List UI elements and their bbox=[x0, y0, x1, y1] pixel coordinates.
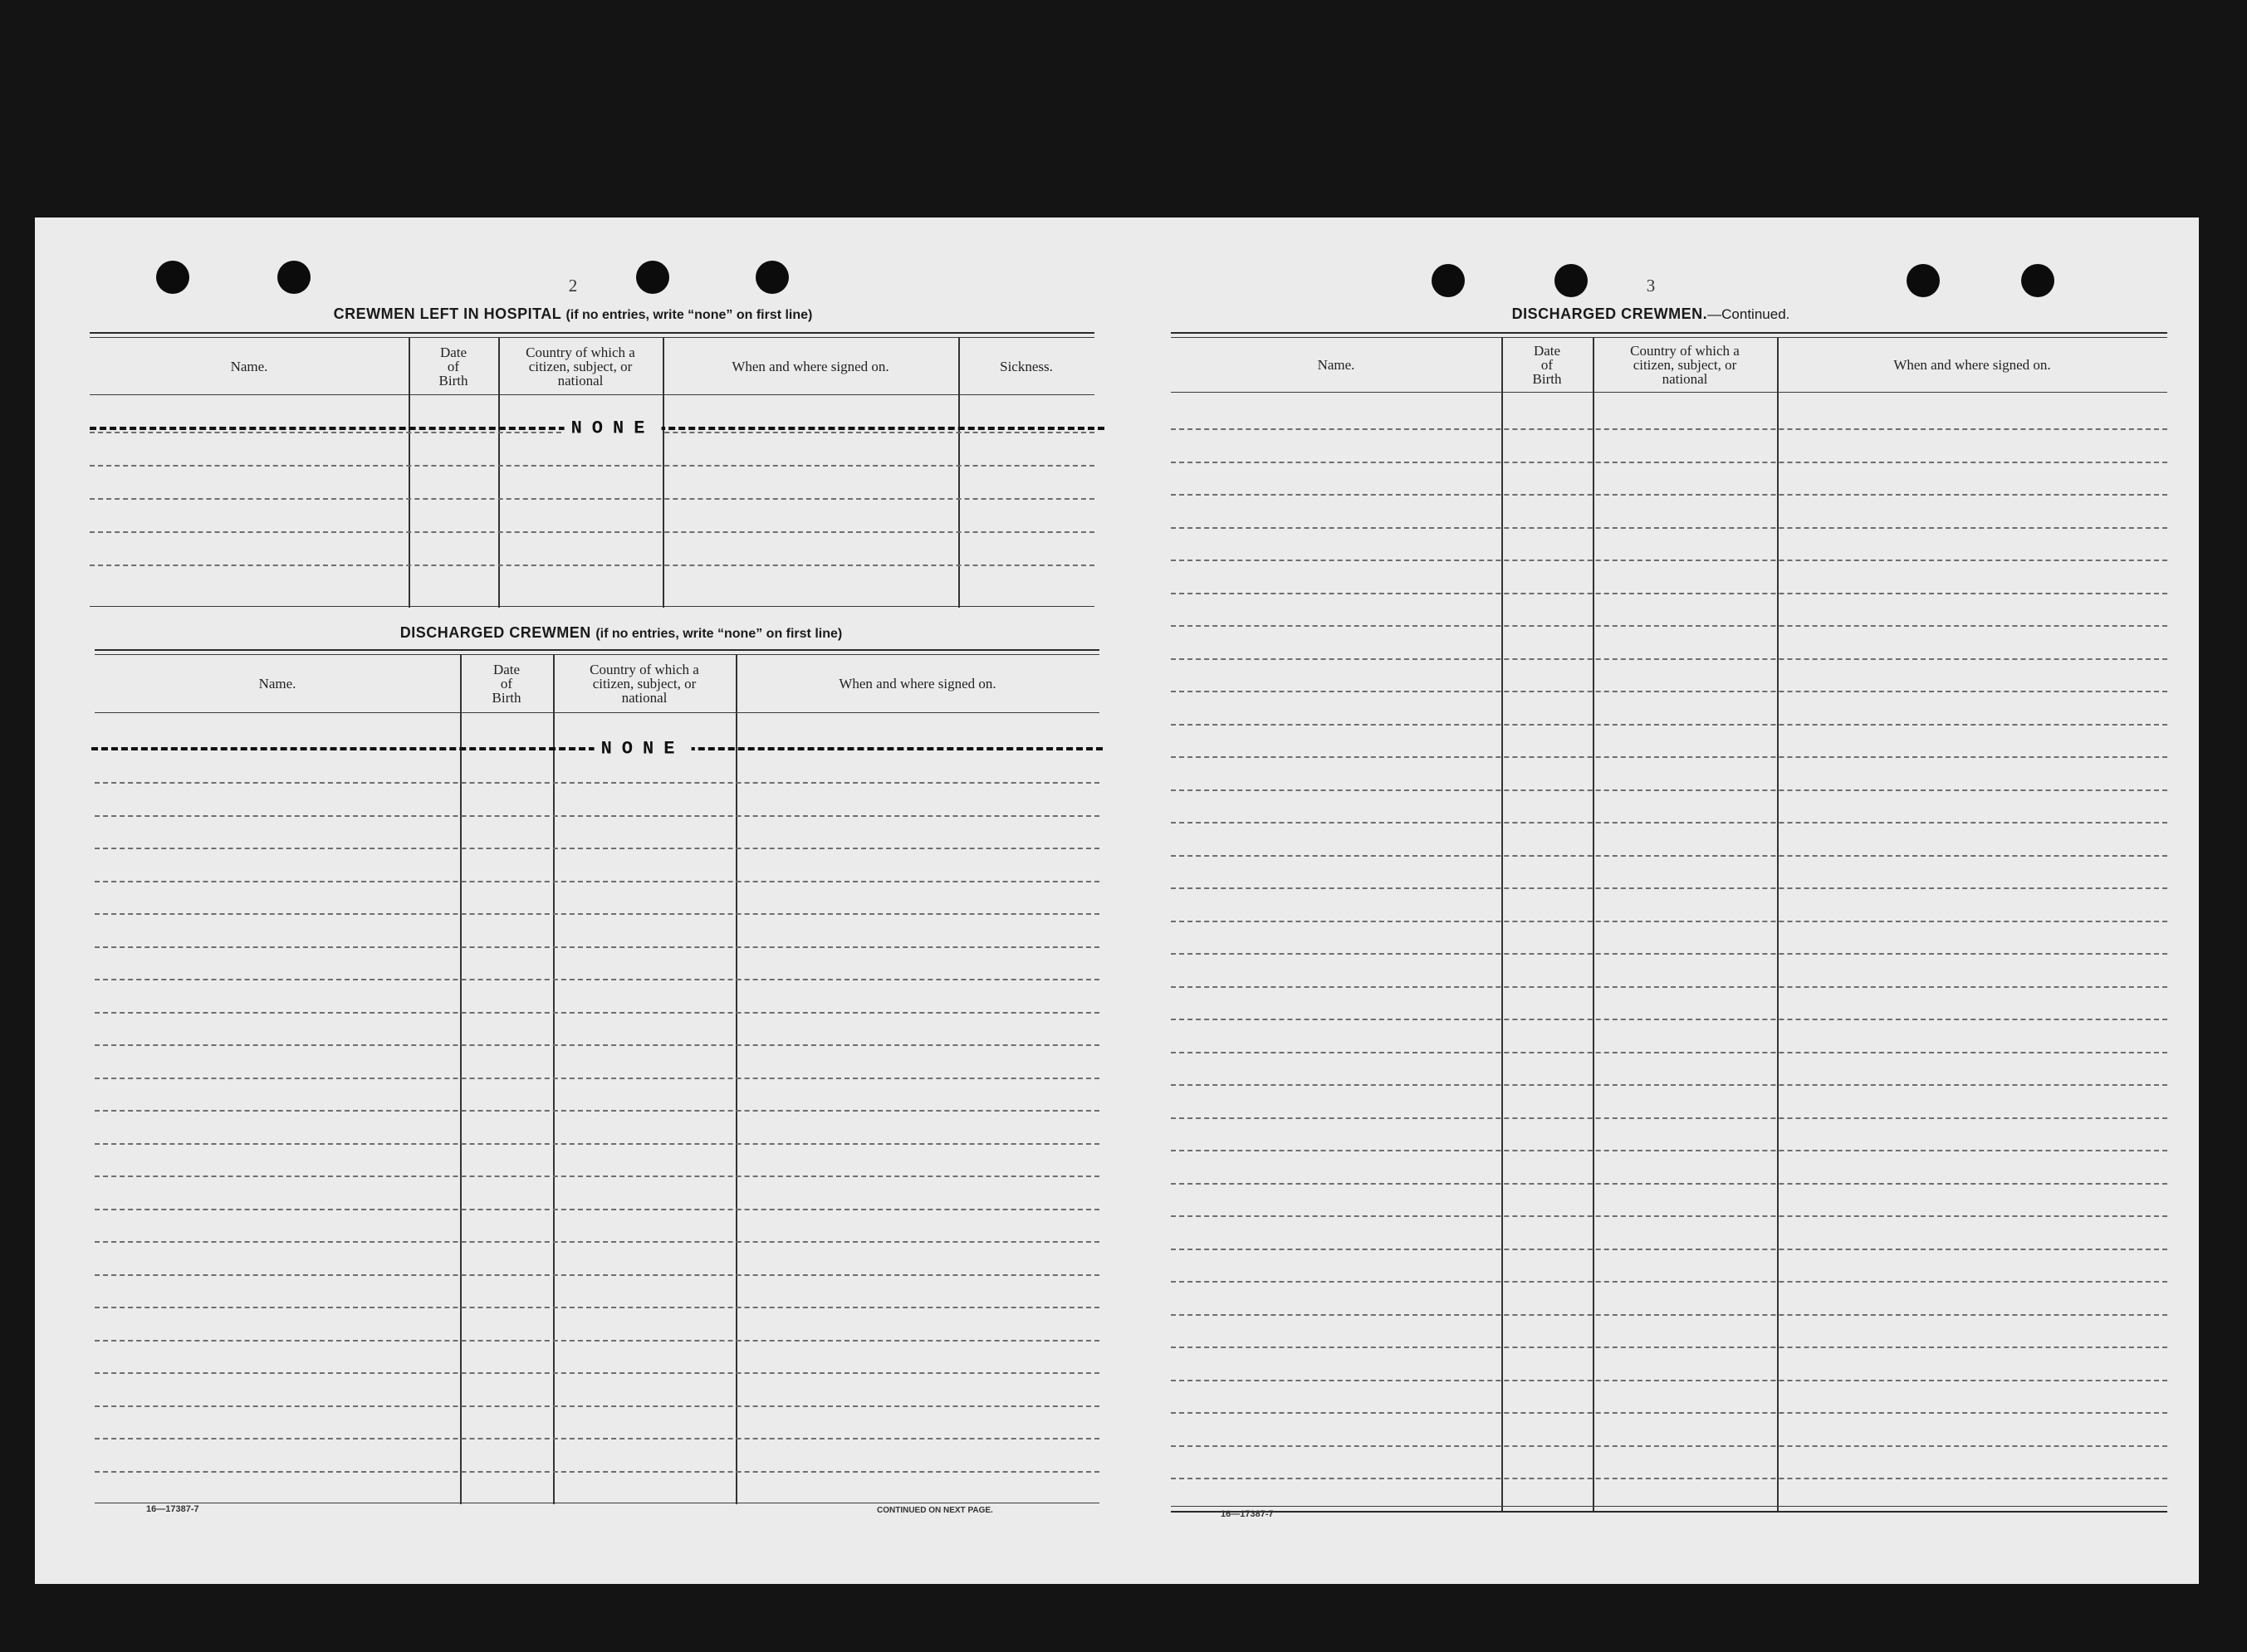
ruled-row bbox=[95, 1078, 1099, 1079]
column-header-dob bbox=[409, 339, 498, 393]
ruled-row bbox=[95, 1438, 1099, 1439]
ruled-row bbox=[95, 1471, 1099, 1473]
ruled-row bbox=[1171, 986, 2167, 988]
page-number: 2 bbox=[568, 276, 578, 296]
dob-line: of bbox=[447, 358, 460, 374]
ruled-row bbox=[1171, 428, 2167, 430]
punch-hole bbox=[277, 261, 311, 294]
ruled-row bbox=[95, 1405, 1099, 1407]
ruled-row bbox=[1171, 756, 2167, 758]
country-line: national bbox=[557, 372, 604, 389]
country-line: national bbox=[1662, 370, 1708, 387]
punch-hole bbox=[1432, 264, 1465, 297]
punch-hole bbox=[636, 261, 669, 294]
title-suffix: —Continued. bbox=[1707, 306, 1790, 322]
ruled-row bbox=[1171, 887, 2167, 889]
ruled-row bbox=[1171, 855, 2167, 857]
ruled-row bbox=[1171, 1445, 2167, 1447]
column-header-name: Name. bbox=[1317, 356, 1355, 373]
ruled-row bbox=[1171, 658, 2167, 660]
form-number: 16—17387-7 bbox=[146, 1504, 199, 1514]
ruled-row bbox=[1171, 691, 2167, 692]
discharged-continued-title bbox=[1512, 305, 1790, 323]
column-header-dob bbox=[460, 656, 553, 711]
ruled-row bbox=[95, 913, 1099, 915]
ruled-row bbox=[1171, 1347, 2167, 1348]
discharged-title-text: DISCHARGED CREWMEN bbox=[399, 624, 591, 641]
ruled-row bbox=[1171, 560, 2167, 561]
country-line: national bbox=[621, 689, 668, 706]
ruled-row bbox=[1171, 724, 2167, 726]
title-text: DISCHARGED CREWMEN. bbox=[1511, 305, 1708, 322]
dob-line: Date bbox=[1533, 342, 1561, 359]
column-header-signed-on: When and where signed on. bbox=[1893, 356, 2051, 373]
dob-line: Birth bbox=[492, 689, 521, 706]
ruled-row bbox=[1171, 1084, 2167, 1086]
ruled-row bbox=[95, 1307, 1099, 1308]
ruled-row bbox=[1171, 625, 2167, 627]
ruled-row bbox=[95, 1044, 1099, 1046]
punch-hole bbox=[156, 261, 189, 294]
ruled-row bbox=[95, 782, 1099, 784]
ruled-row bbox=[95, 1241, 1099, 1243]
ruled-row bbox=[1171, 1314, 2167, 1316]
ruled-row bbox=[1171, 822, 2167, 824]
ruled-row bbox=[1171, 953, 2167, 955]
dob-line: of bbox=[1540, 356, 1554, 373]
page-number: 3 bbox=[1646, 276, 1656, 296]
ruled-row bbox=[95, 979, 1099, 980]
ruled-row bbox=[1171, 593, 2167, 594]
ruled-row bbox=[1171, 1412, 2167, 1414]
ruled-row bbox=[95, 1372, 1099, 1374]
ruled-row bbox=[95, 815, 1099, 817]
ruled-row bbox=[1171, 789, 2167, 791]
ruled-row bbox=[95, 848, 1099, 849]
discharged-continued-table bbox=[1171, 332, 2167, 1511]
column-header-signed-on: When and where signed on. bbox=[732, 358, 889, 374]
ruled-row bbox=[95, 1143, 1099, 1145]
ruled-row bbox=[1171, 527, 2167, 529]
ruled-row bbox=[1171, 1183, 2167, 1185]
document-spread bbox=[35, 217, 2199, 1584]
dob-line: Birth bbox=[1532, 370, 1562, 387]
discharged-section-title bbox=[400, 624, 842, 642]
dob-line: Date bbox=[492, 661, 521, 677]
none-entry: NONE bbox=[595, 739, 692, 760]
discharged-table bbox=[95, 649, 1099, 1562]
hospital-title-text: CREWMEN LEFT IN HOSPITAL bbox=[333, 305, 561, 322]
ruled-row bbox=[95, 1110, 1099, 1112]
punch-hole bbox=[756, 261, 789, 294]
discharged-instruction: (if no entries, write “none” on first line) bbox=[595, 627, 843, 641]
column-header-name: Name. bbox=[230, 358, 268, 374]
dob-line: Date bbox=[439, 344, 468, 360]
country-line: Country of which a bbox=[590, 661, 699, 677]
column-header-sickness: Sickness. bbox=[1000, 358, 1053, 374]
column-header-country bbox=[498, 339, 663, 393]
ruled-row bbox=[95, 1274, 1099, 1276]
ruled-row bbox=[95, 881, 1099, 882]
ruled-row bbox=[1171, 1249, 2167, 1250]
ruled-row bbox=[1171, 1117, 2167, 1119]
ruled-row bbox=[1171, 494, 2167, 496]
ruled-row bbox=[95, 946, 1099, 948]
ruled-row bbox=[95, 1175, 1099, 1177]
column-header-country bbox=[553, 656, 736, 711]
ruled-row bbox=[95, 1209, 1099, 1210]
ruled-row bbox=[1171, 1380, 2167, 1381]
punch-hole bbox=[1554, 264, 1588, 297]
country-line: Country of which a bbox=[1630, 342, 1740, 359]
hospital-instruction: (if no entries, write “none” on first line) bbox=[565, 308, 813, 322]
column-header-signed-on: When and where signed on. bbox=[839, 675, 996, 692]
dob-line: Birth bbox=[438, 372, 468, 389]
punch-hole bbox=[2021, 264, 2054, 297]
none-entry: NONE bbox=[565, 418, 662, 439]
ruled-row bbox=[95, 1012, 1099, 1014]
ruled-row bbox=[1171, 1478, 2167, 1479]
hospital-section-title bbox=[334, 305, 813, 323]
ruled-row bbox=[1171, 921, 2167, 922]
ruled-row bbox=[1171, 1019, 2167, 1020]
form-number: 16—17387-7 bbox=[1221, 1509, 1274, 1519]
column-header-name: Name. bbox=[258, 675, 296, 692]
ruled-row bbox=[1171, 462, 2167, 463]
column-header-dob bbox=[1501, 339, 1593, 390]
ruled-row bbox=[1171, 1052, 2167, 1053]
ruled-row bbox=[1171, 1281, 2167, 1283]
ruled-row bbox=[1171, 1150, 2167, 1151]
country-line: citizen, subject, or bbox=[1633, 356, 1737, 373]
punch-hole bbox=[1907, 264, 1940, 297]
dob-line: of bbox=[500, 675, 513, 692]
ruled-row bbox=[1171, 1215, 2167, 1217]
continued-note: CONTINUED ON NEXT PAGE. bbox=[877, 1506, 993, 1515]
column-header-country bbox=[1593, 339, 1777, 390]
country-line: Country of which a bbox=[526, 344, 635, 360]
country-line: citizen, subject, or bbox=[528, 358, 633, 374]
country-line: citizen, subject, or bbox=[592, 675, 697, 692]
ruled-row bbox=[95, 1340, 1099, 1342]
